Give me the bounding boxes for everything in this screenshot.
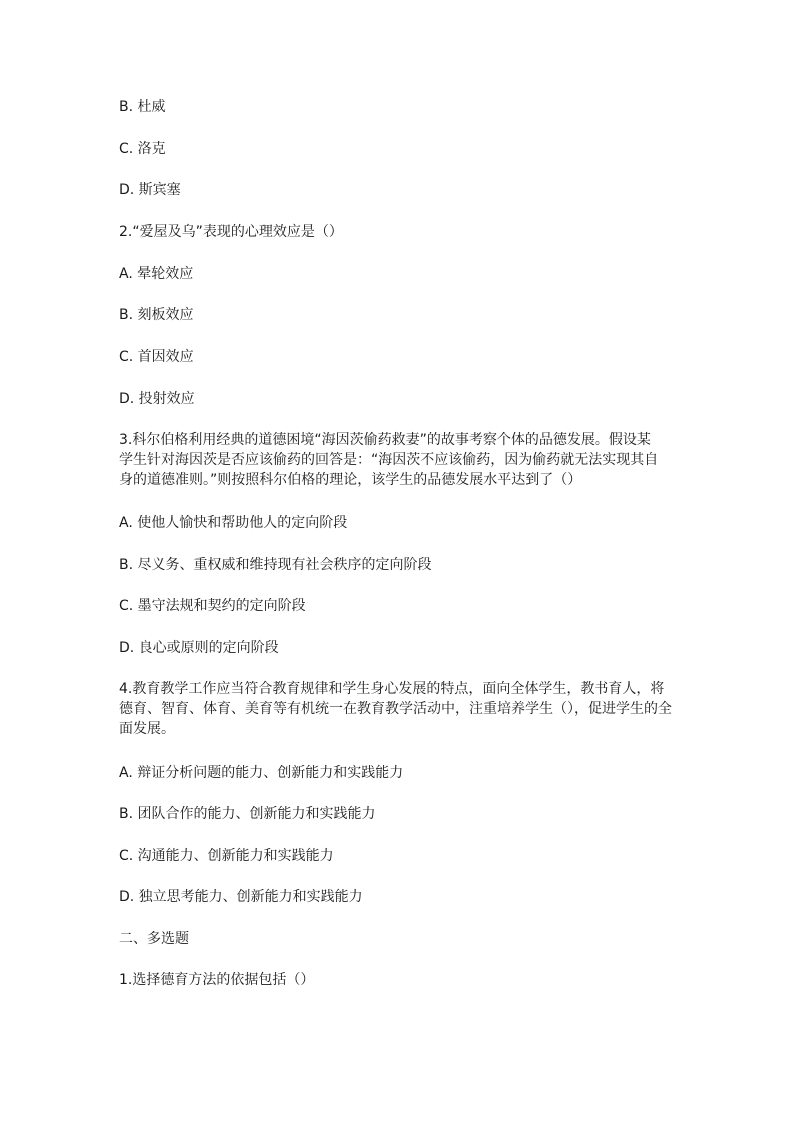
q3-stem-line: 学生针对海因茨是否应该偷药的回答是：“海因茨不应该偷药，因为偷药就无法实现其自 [119, 452, 659, 468]
q4-option-c: C. 沟通能力、创新能力和实践能力 [119, 848, 334, 864]
q3-option-d: D. 良心或原则的定向阶段 [119, 640, 279, 656]
q3-option-a: A. 使他人愉快和帮助他人的定向阶段 [119, 515, 348, 531]
section-heading: 二、多选题 [119, 931, 189, 947]
q4-stem [119, 679, 681, 739]
q4-stem-line: 4.教育教学工作应当符合教育规律和学生身心发展的特点，面向全体学生，教书育人，将 [119, 681, 665, 697]
q4-option-d: D. 独立思考能力、创新能力和实践能力 [119, 889, 363, 905]
q1-option-c: C. 洛克 [119, 141, 166, 157]
q2-option-a: A. 晕轮效应 [119, 266, 194, 282]
q3-option-c: C. 墨守法规和契约的定向阶段 [119, 598, 306, 614]
q3-option-b: B. 尽义务、重权威和维持现有社会秩序的定向阶段 [119, 557, 432, 573]
q3-stem-line: 3.科尔伯格利用经典的道德困境“海因茨偷药救妻”的故事考察个体的品德发展。假设某 [119, 432, 651, 448]
q3-stem-line: 身的道德准则。”则按照科尔伯格的理论，该学生的品德发展水平达到了（） [119, 472, 582, 488]
q2-option-d: D. 投射效应 [119, 391, 195, 407]
q1-option-b: B. 杜威 [119, 99, 166, 115]
q4-option-a: A. 辩证分析问题的能力、创新能力和实践能力 [119, 765, 404, 781]
q4-option-b: B. 团队合作的能力、创新能力和实践能力 [119, 806, 376, 822]
section2-q1-stem: 1.选择德育方法的依据包括（） [119, 972, 315, 988]
q4-stem-line: 德育、智育、体育、美育等有机统一在教育教学活动中，注重培养学生（），促进学生的全 [119, 701, 672, 717]
q1-option-d: D. 斯宾塞 [119, 182, 181, 198]
q4-stem-line: 面发展。 [119, 721, 175, 737]
q2-stem: 2.“爱屋及乌”表现的心理效应是（） [119, 224, 343, 240]
q2-option-b: B. 刻板效应 [119, 307, 194, 323]
q3-stem [119, 430, 681, 490]
q2-option-c: C. 首因效应 [119, 349, 194, 365]
